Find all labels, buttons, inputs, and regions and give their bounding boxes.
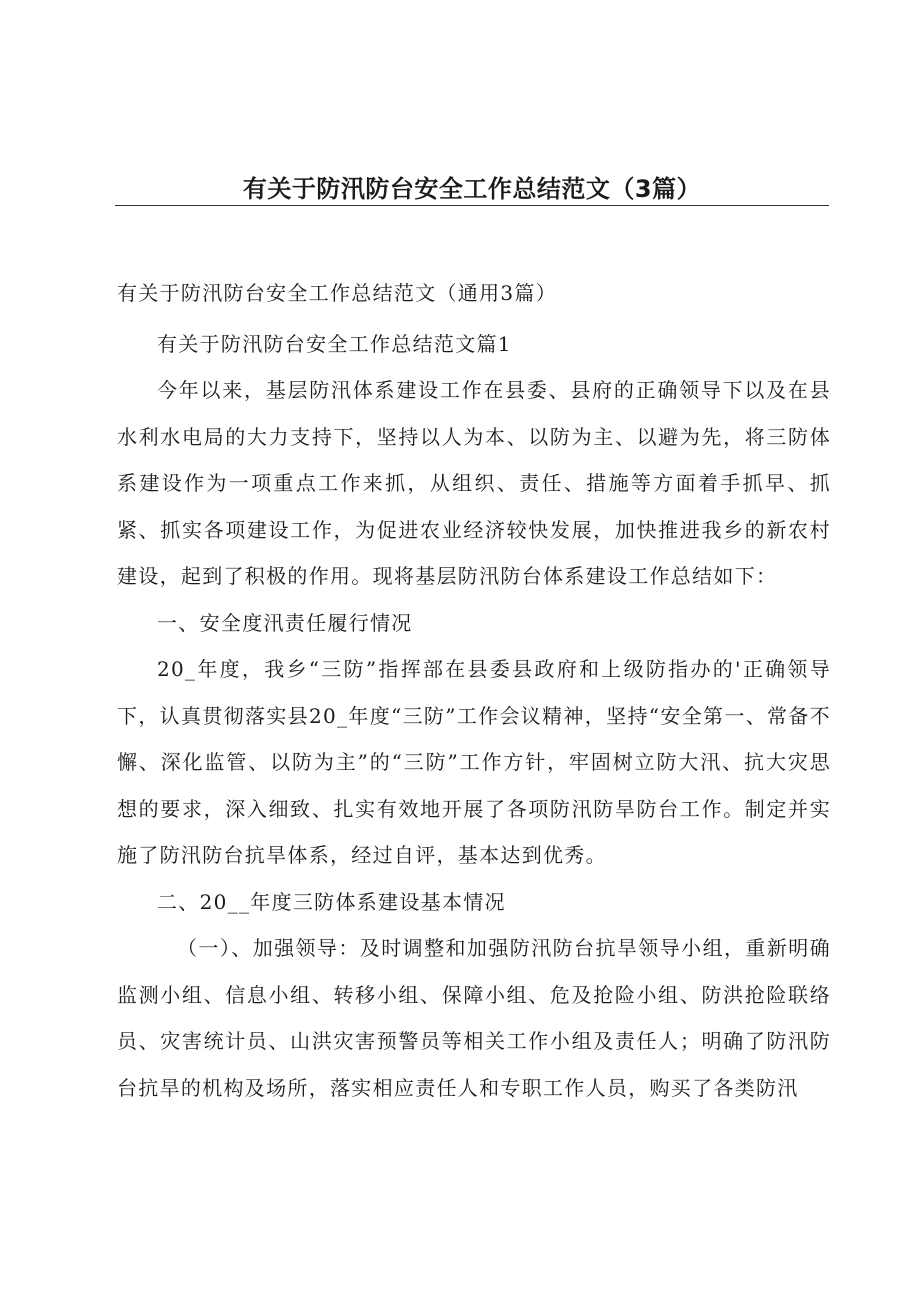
section-2-heading: 二、20__年度三防体系建设基本情况 (157, 889, 506, 914)
document-body (117, 270, 831, 1111)
document-title: 有关于防汛防台安全工作总结范文（3篇） (242, 175, 702, 203)
title-underline (115, 205, 829, 206)
section-2-item-1-paragraph: （一）、加强领导：及时调整和加强防汛防台抗旱领导小组，重新明确监测小组、信息小组、转移小组、保障小组、危及抢险小组、防洪抢险联络员、灾害统计员、山洪灾害预警员等相关工作小组及责任人；明确了防汛防台抗旱的机构及场所，落实相应责任人和专职工作人员，购买了各类防汛 (117, 936, 831, 1100)
section-1-heading: 一、安全度汛责任履行情况 (157, 610, 413, 635)
document-subtitle: 有关于防汛防台安全工作总结范文（通用3篇） (117, 281, 558, 305)
article-heading: 有关于防汛防台安全工作总结范文篇1 (157, 331, 512, 356)
section-1-paragraph: 20_年度，我乡“三防”指挥部在县委县政府和上级防指办的'正确领导下，认真贯彻落实县20_年度“三防”工作会议精神，坚持“安全第一、常备不懈、深化监管、以防为主”的“三防”工作方针，牢固树立防大汛、抗大灾思想的要求，深入细致、扎实有效地开展了各项防汛防旱防台工作。制定并实施了防汛防台抗旱体系，经过自评，基本达到优秀。 (117, 657, 831, 867)
intro-paragraph: 今年以来，基层防汛体系建设工作在县委、县府的正确领导下以及在县水利水电局的大力支持下，坚持以人为本、以防为主、以避为先，将三防体系建设作为一项重点工作来抓，从组织、责任、措施等方面着手抓早、抓紧、抓实各项建设工作，为促进农业经济较快发展，加快推进我乡的新农村建设，起到了积极的作用。现将基层防汛防台体系建设工作总结如下： (117, 378, 831, 588)
